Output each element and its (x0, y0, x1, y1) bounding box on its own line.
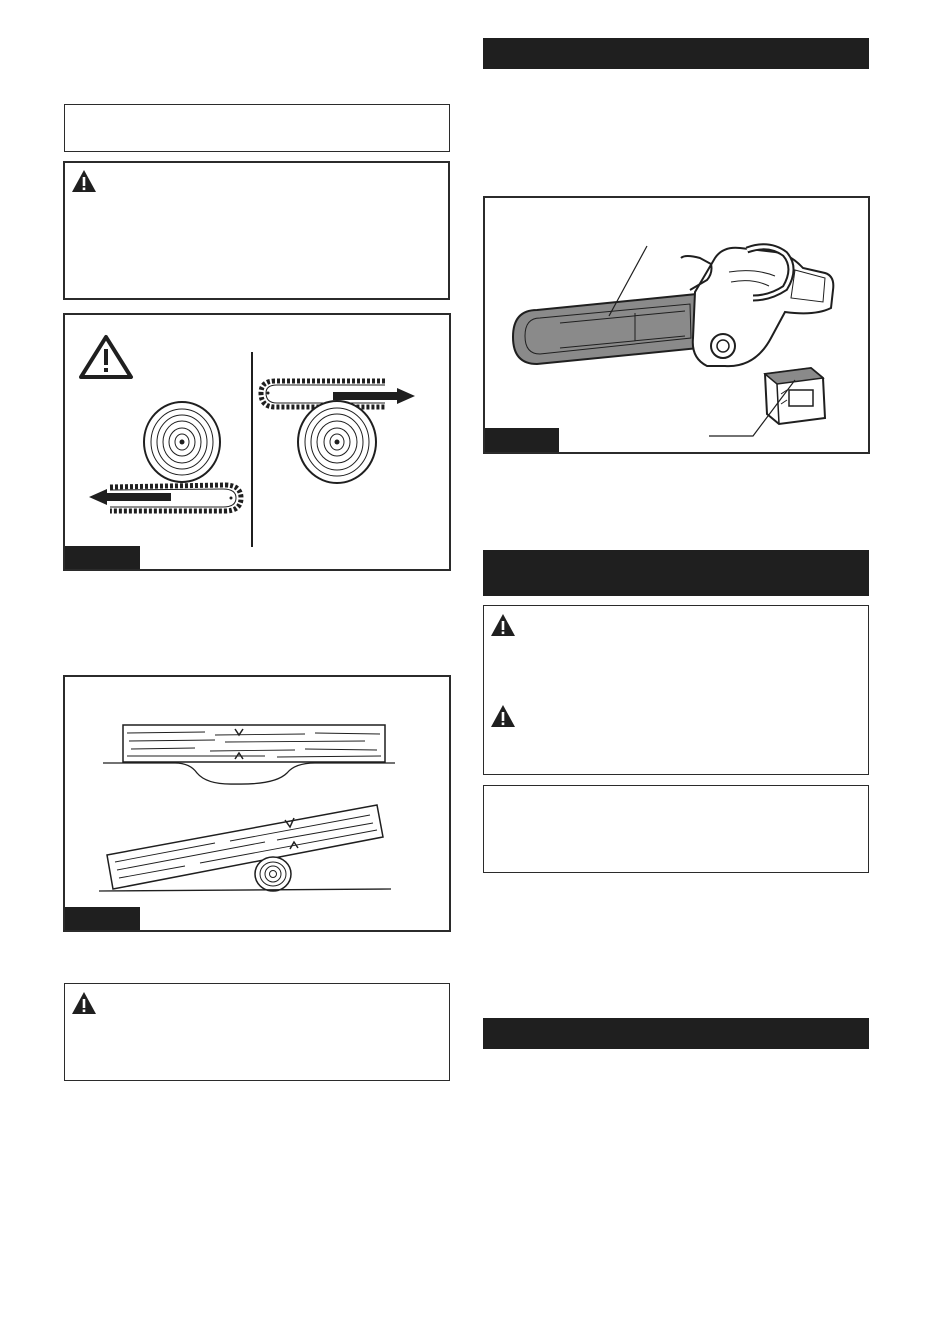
figure-kickback (63, 313, 451, 571)
log-left (144, 402, 220, 482)
note-box-2 (483, 785, 869, 873)
warning-triangle-icon (71, 991, 97, 1015)
arrow-left-icon (89, 489, 171, 505)
section-heading-1 (483, 38, 869, 69)
warning-triangle-icon (490, 613, 516, 637)
battery-pack (765, 368, 825, 424)
section-heading-2 (483, 550, 869, 596)
figure-2-tab (65, 907, 140, 930)
figure-3-tab (485, 428, 559, 452)
kickback-illustration (65, 315, 449, 569)
warning-triangle-icon (490, 704, 516, 728)
guide-bar (513, 294, 699, 364)
warning-box-3 (483, 605, 869, 775)
figure-log-cutting (63, 675, 451, 932)
saw-body (681, 247, 833, 366)
log-on-support (99, 805, 391, 891)
chainsaw-illustration (485, 198, 868, 452)
log-cutting-illustration (65, 677, 449, 930)
figure-1-tab (65, 546, 140, 569)
warning-triangle-icon (71, 169, 97, 193)
log-over-dip (103, 725, 395, 784)
warning-box-1 (63, 161, 450, 300)
log-right (298, 401, 376, 483)
section-heading-3 (483, 1018, 869, 1049)
warning-outline-icon (81, 337, 131, 377)
figure-chainsaw (483, 196, 870, 454)
note-box (64, 104, 450, 152)
warning-box-2 (64, 983, 450, 1081)
